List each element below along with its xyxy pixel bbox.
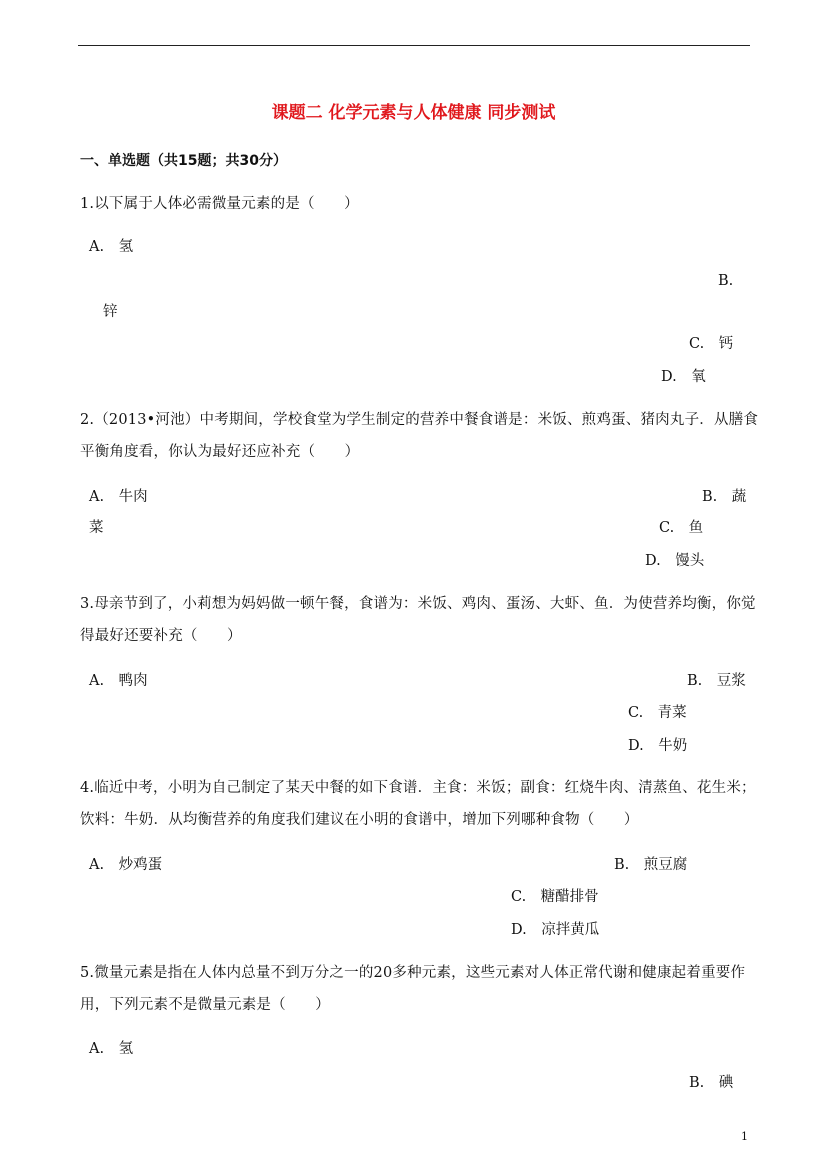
question-4-option-a: A. 炒鸡蛋 [89, 857, 163, 873]
question-1-option-b-text: 锌 [103, 304, 118, 320]
question-5-option-b: B. 碘 [689, 1075, 734, 1091]
question-2-option-b-text: 菜 [89, 520, 104, 536]
question-4-option-b: B. 煎豆腐 [614, 857, 688, 873]
question-5-text-line-1: 5.微量元素是指在人体内总量不到万分之一的20多种元素，这些元素对人体正常代谢和健康起着重要作 [80, 965, 746, 981]
question-4-text-line-2: 饮料：牛奶．从均衡营养的角度我们建议在小明的食谱中，增加下列哪种食物（ ） [80, 812, 639, 828]
question-5-text-line-2: 用，下列元素不是微量元素是（ ） [80, 997, 330, 1013]
question-3-option-b: B. 豆浆 [687, 673, 746, 689]
question-3-text-line-2: 得最好还要补充（ ） [80, 628, 242, 644]
question-2-option-c: C. 鱼 [659, 520, 704, 536]
question-3-option-a: A. 鸭肉 [89, 673, 148, 689]
question-1-option-a: A. 氢 [89, 239, 134, 255]
question-3-option-d: D. 牛奶 [628, 738, 688, 754]
question-2-option-d: D. 馒头 [645, 553, 705, 569]
question-1-text: 1.以下属于人体必需微量元素的是（ ） [80, 196, 359, 212]
question-3-option-c: C. 青菜 [628, 705, 687, 721]
question-2-text-line-2: 平衡角度看，你认为最好还应补充（ ） [80, 444, 360, 460]
header-rule [78, 45, 750, 46]
question-1-option-d: D. 氧 [661, 369, 706, 385]
question-2-option-a: A. 牛肉 [89, 489, 148, 505]
question-3-text-line-1: 3.母亲节到了，小莉想为妈妈做一顿午餐，食谱为：米饭、鸡肉、蛋汤、大虾、鱼．为使营养均衡，你觉 [80, 596, 756, 612]
question-4-option-d: D. 凉拌黄瓜 [511, 922, 600, 938]
question-2-text-line-1: 2.（2013•河池）中考期间，学校食堂为学生制定的营养中餐食谱是：米饭、煎鸡蛋、猪肉丸子．从膳食 [80, 412, 759, 428]
question-4-option-c: C. 糖醋排骨 [511, 889, 599, 905]
question-5-option-a: A. 氢 [89, 1041, 134, 1057]
section-heading: 一、单选题（共15题；共30分） [80, 153, 287, 169]
question-1-option-b-letter: B. [718, 273, 734, 289]
document-title: 课题二 化学元素与人体健康 同步测试 [271, 103, 556, 123]
question-4-text-line-1: 4.临近中考，小明为自己制定了某天中餐的如下食谱．主食：米饭；副食：红烧牛肉、清蒸鱼、花生米； [80, 780, 756, 796]
question-1-option-c: C. 钙 [689, 336, 734, 352]
question-2-option-b-letter: B. 蔬 [702, 489, 747, 505]
page-number: 1 [741, 1130, 748, 1143]
